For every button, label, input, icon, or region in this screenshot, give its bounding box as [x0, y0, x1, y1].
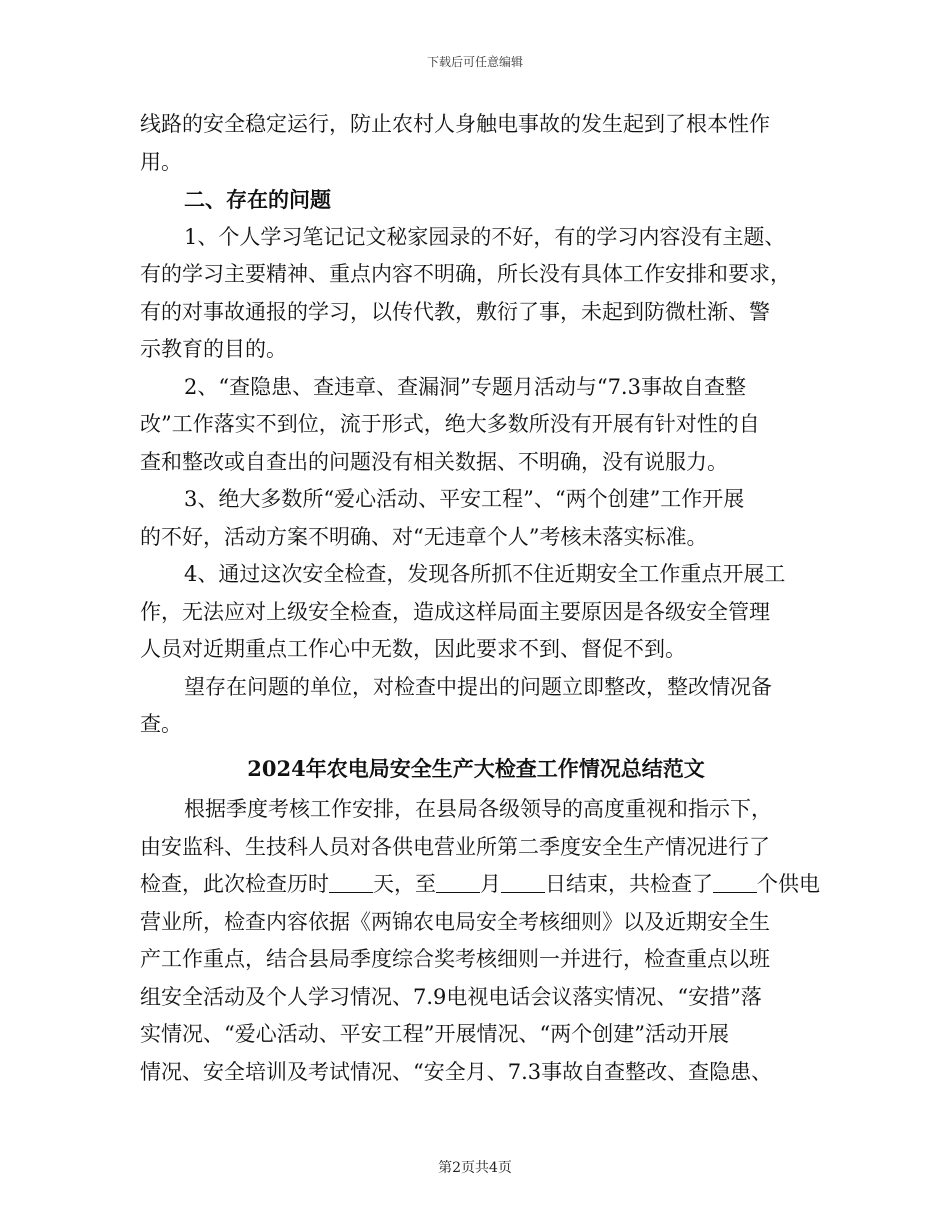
paragraph-line: 有的学习主要精神、重点内容不明确，所长没有具体工作安排和要求， [140, 262, 791, 286]
text-segment: 月 [480, 872, 501, 896]
paragraph-line: 组安全活动及个人学习情况、7.9电视电话会议落实情况、“安措”落 [140, 984, 762, 1009]
fill-blank [501, 872, 545, 893]
paragraph-line: 示教育的目的。 [140, 337, 287, 361]
paragraph-line: 查和整改或自查出的问题没有相关数据、不明确，没有说服力。 [140, 449, 728, 474]
paragraph-line: 人员对近期重点工作心中无数，因此要求不到、督促不到。 [140, 637, 686, 661]
page-footer: 第2页共4页 [438, 1160, 512, 1176]
text-segment: 检查，此次检查历时 [140, 872, 329, 896]
paragraph-line: 作，无法应对上级安全检查，造成这样局面主要原因是各级安全管理 [140, 599, 770, 624]
paragraph-line: 根据季度考核工作安排，在县局各级领导的高度重视和指示下， [184, 797, 772, 821]
section-summary [140, 904, 812, 1092]
text-segment: 天，至 [373, 872, 436, 896]
paragraph-line-with-blanks [140, 866, 820, 904]
paragraph-line: 望存在问题的单位，对检查中提出的问题立即整改，整改情况备 [184, 674, 772, 699]
paragraph-line: 2、“查隐患、查违章、查漏洞”专题月活动与“7.3事故自查整 [184, 374, 746, 399]
paragraph-line: 1、个人学习笔记记文秘家园录的不好，有的学习内容没有主题、 [184, 224, 786, 249]
fill-blank [713, 872, 757, 893]
paragraph-line: 产工作重点，结合县局季度综合奖考核细则一并进行，检查重点以班 [140, 947, 770, 971]
page-header: 下载后可任意编辑 [426, 55, 523, 69]
fill-blank [329, 872, 373, 893]
paragraph-line: 改”工作落实不到位，流于形式，绝大多数所没有开展有针对性的自 [140, 412, 760, 436]
paragraph-line: 由安监科、生技科人员对各供电营业所第二季度安全生产情况进行了 [140, 834, 770, 859]
fill-blank [436, 872, 480, 893]
document-body [140, 106, 820, 1091]
paragraph-line: 有的对事故通报的学习，以传代教，敷衍了事，未起到防微杜渐、警 [140, 299, 770, 324]
paragraph-line: 查。 [140, 712, 182, 736]
paragraph-line: 营业所，检查内容依据《两锦农电局安全考核细则》以及近期安全生 [140, 909, 770, 934]
section-heading: 二、存在的问题 [184, 187, 331, 212]
text-segment: 个供电 [757, 872, 820, 896]
paragraph-line: 实情况、“爱心活动、平安工程”开展情况、“两个创建”活动开展 [140, 1022, 729, 1046]
paragraph-line: 线路的安全稳定运行，防止农村人身触电事故的发生起到了根本性作 [140, 112, 770, 136]
section-problems [140, 106, 812, 744]
paragraph-line: 的不好，活动方案不明确、对“无违章个人”考核未落实标准。 [140, 524, 708, 549]
paragraph-line: 4、通过这次安全检查，发现各所抓不住近期安全工作重点开展工 [184, 562, 786, 586]
paragraph-line: 用。 [140, 149, 182, 174]
paragraph-line: 3、绝大多数所“爱心活动、平安工程”、“两个创建”工作开展 [184, 487, 745, 511]
text-segment: 日结束，共检查了 [545, 872, 713, 896]
paragraph-line: 情况、安全培训及考试情况、“安全月、7.3事故自查整改、查隐患、 [140, 1059, 773, 1084]
document-title: 2024年农电局安全生产大检查工作情况总结范文 [247, 755, 705, 781]
